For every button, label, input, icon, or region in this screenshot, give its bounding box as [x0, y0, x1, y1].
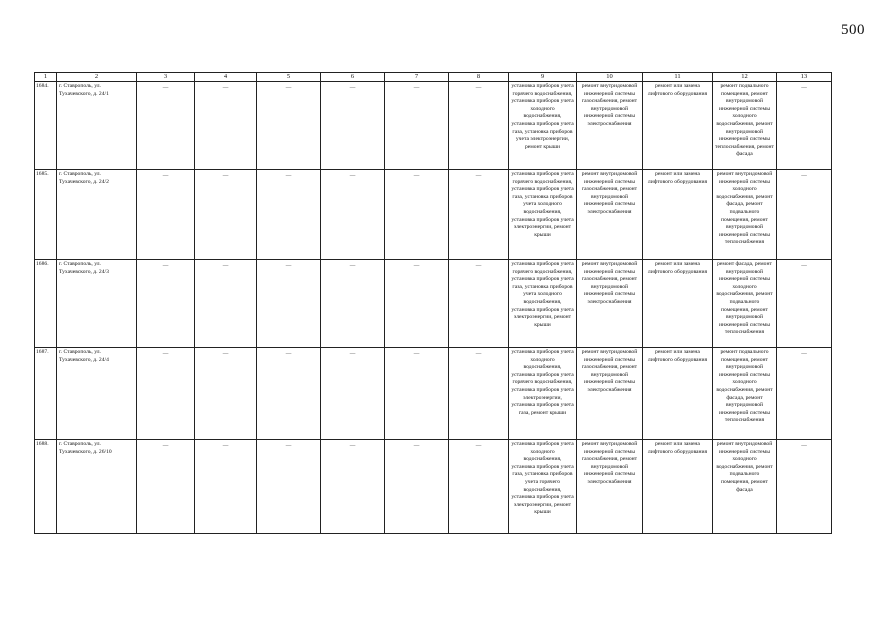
cell-col10: ремонт внутридомовой инженерной системы газоснабжения, ремонт внутридомовой инженерной системы электроснабжения: [577, 440, 643, 534]
cell-col12: ремонт внутридомовой инженерной системы холодного водоснабжения, ремонт подвального помещения, ремонт фасада: [713, 440, 777, 534]
cell-col12: ремонт подвального помещения, ремонт внутридомовой инженерной системы холодного водоснабжения, ремонт фасада, ремонт внутридомовой инженерной системы теплоснабжения: [713, 348, 777, 440]
cell-col10: ремонт внутридомовой инженерной системы газоснабжения, ремонт внутридомовой инженерной системы электроснабжения: [577, 348, 643, 440]
row-address: г. Ставрополь, ул. Тухачевского, д. 24/3: [57, 260, 137, 348]
row-number: 1684.: [35, 82, 57, 170]
col-header: 3: [137, 73, 195, 82]
empty-cell-dash: —: [257, 440, 321, 534]
document-sheet: [34, 72, 832, 534]
col-header: 2: [57, 73, 137, 82]
cell-col11: ремонт или замена лифтового оборудования: [643, 348, 713, 440]
capital-repair-table: [34, 72, 832, 534]
cell-col11: ремонт или замена лифтового оборудования: [643, 170, 713, 260]
page-number: 500: [841, 22, 865, 38]
empty-cell-dash: —: [257, 348, 321, 440]
empty-cell-dash: —: [449, 260, 509, 348]
row-address: г. Ставрополь, ул. Тухачевского, д. 24/1: [57, 82, 137, 170]
empty-cell-dash: —: [449, 348, 509, 440]
empty-cell-dash: —: [321, 440, 385, 534]
empty-cell-dash: —: [137, 440, 195, 534]
cell-col12: ремонт фасада, ремонт внутридомовой инженерной системы холодного водоснабжения, ремонт подвального помещения, ремонт внутридомовой инженерной системы теплоснабжения: [713, 260, 777, 348]
row-address: г. Ставрополь, ул. Тухачевского, д. 26/10: [57, 440, 137, 534]
row-address: г. Ставрополь, ул. Тухачевского, д. 24/4: [57, 348, 137, 440]
empty-cell-dash: —: [777, 260, 832, 348]
col-header: 12: [713, 73, 777, 82]
cell-col11: ремонт или замена лифтового оборудования: [643, 440, 713, 534]
empty-cell-dash: —: [137, 348, 195, 440]
col-header: 9: [509, 73, 577, 82]
col-header: 6: [321, 73, 385, 82]
cell-col11: ремонт или замена лифтового оборудования: [643, 260, 713, 348]
table-row: [35, 260, 832, 348]
empty-cell-dash: —: [195, 440, 257, 534]
empty-cell-dash: —: [321, 170, 385, 260]
table-row: [35, 440, 832, 534]
empty-cell-dash: —: [257, 170, 321, 260]
empty-cell-dash: —: [449, 170, 509, 260]
empty-cell-dash: —: [777, 170, 832, 260]
empty-cell-dash: —: [257, 82, 321, 170]
empty-cell-dash: —: [195, 170, 257, 260]
cell-col9: установка приборов учета горячего водоснабжения, установка приборов учета газа, установка приборов учета холодного водоснабжения, установка приборов учета электроэнергии, ремонт крыши: [509, 170, 577, 260]
empty-cell-dash: —: [137, 260, 195, 348]
row-number: 1688.: [35, 440, 57, 534]
empty-cell-dash: —: [137, 170, 195, 260]
cell-col9: установка приборов учета холодного водоснабжения, установка приборов учета газа, установка приборов учета горячего водоснабжения, установка приборов учета электроэнергии, ремонт крыши: [509, 440, 577, 534]
empty-cell-dash: —: [195, 348, 257, 440]
cell-col10: ремонт внутридомовой инженерной системы газоснабжения, ремонт внутридомовой инженерной системы электроснабжения: [577, 82, 643, 170]
cell-col10: ремонт внутридомовой инженерной системы газоснабжения, ремонт внутридомовой инженерной системы электроснабжения: [577, 170, 643, 260]
col-header: 8: [449, 73, 509, 82]
row-number: 1685.: [35, 170, 57, 260]
cell-col12: ремонт подвального помещения, ремонт внутридомовой инженерной системы холодного водоснабжения, ремонт внутридомовой инженерной системы теплоснабжения, ремонт фасада: [713, 82, 777, 170]
col-header: 1: [35, 73, 57, 82]
empty-cell-dash: —: [385, 440, 449, 534]
row-address: г. Ставрополь, ул. Тухачевского, д. 24/2: [57, 170, 137, 260]
col-header: 7: [385, 73, 449, 82]
empty-cell-dash: —: [385, 82, 449, 170]
empty-cell-dash: —: [449, 440, 509, 534]
table-row: [35, 170, 832, 260]
empty-cell-dash: —: [777, 440, 832, 534]
cell-col9: установка приборов учета горячего водоснабжения, установка приборов учета газа, установка приборов учета холодного водоснабжения, установка приборов учета электроэнергии, ремонт крыши: [509, 260, 577, 348]
empty-cell-dash: —: [777, 82, 832, 170]
empty-cell-dash: —: [321, 82, 385, 170]
empty-cell-dash: —: [321, 260, 385, 348]
col-header: 11: [643, 73, 713, 82]
empty-cell-dash: —: [257, 260, 321, 348]
empty-cell-dash: —: [137, 82, 195, 170]
cell-col10: ремонт внутридомовой инженерной системы газоснабжения, ремонт внутридомовой инженерной системы электроснабжения: [577, 260, 643, 348]
row-number: 1687.: [35, 348, 57, 440]
empty-cell-dash: —: [195, 260, 257, 348]
row-number: 1686.: [35, 260, 57, 348]
header-row: [35, 73, 832, 82]
cell-col9: установка приборов учета горячего водоснабжения, установка приборов учета холодного водоснабжения, установка приборов учета газа, установка приборов учета электроэнергии, ремонт крыши: [509, 82, 577, 170]
cell-col9: установка приборов учета холодного водоснабжения, установка приборов учета горячего водоснабжения, установка приборов учета электроэнергии, установка приборов учета газа, ремонт крыши: [509, 348, 577, 440]
empty-cell-dash: —: [777, 348, 832, 440]
col-header: 13: [777, 73, 832, 82]
col-header: 10: [577, 73, 643, 82]
col-header: 4: [195, 73, 257, 82]
cell-col11: ремонт или замена лифтового оборудования: [643, 82, 713, 170]
cell-col12: ремонт внутридомовой инженерной системы холодного водоснабжения, ремонт фасада, ремонт подвального помещения, ремонт внутридомовой инженерной системы теплоснабжения: [713, 170, 777, 260]
empty-cell-dash: —: [385, 170, 449, 260]
empty-cell-dash: —: [385, 260, 449, 348]
empty-cell-dash: —: [449, 82, 509, 170]
col-header: 5: [257, 73, 321, 82]
table-row: [35, 82, 832, 170]
empty-cell-dash: —: [321, 348, 385, 440]
table-row: [35, 348, 832, 440]
empty-cell-dash: —: [385, 348, 449, 440]
empty-cell-dash: —: [195, 82, 257, 170]
